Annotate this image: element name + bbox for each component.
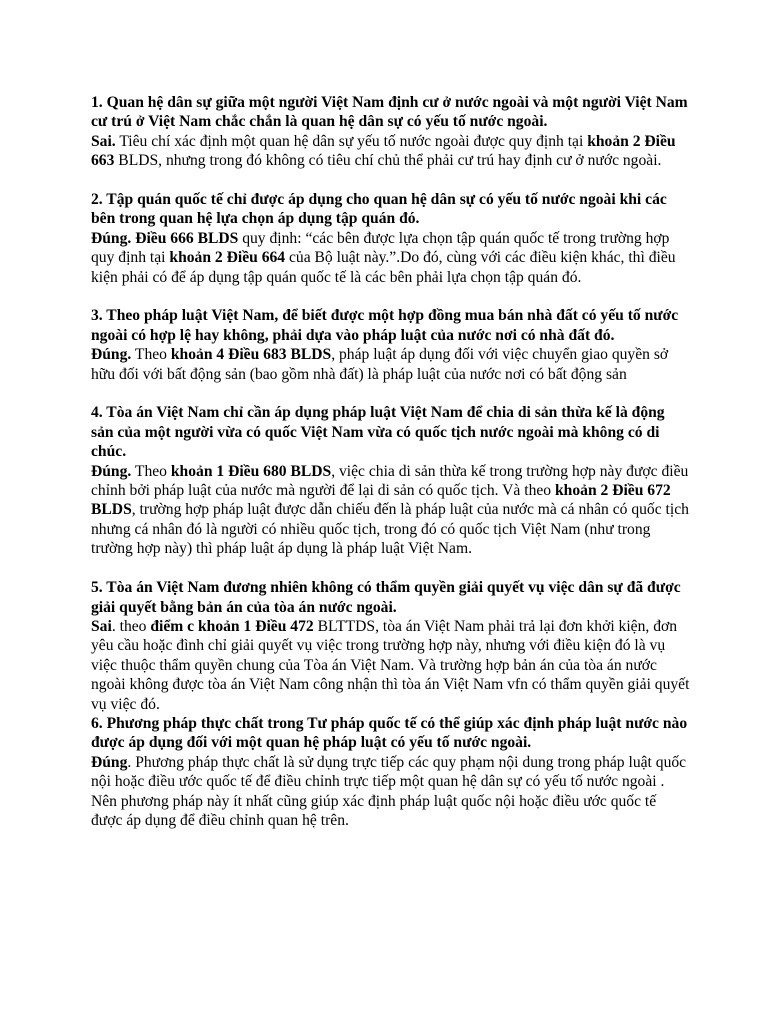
answer-1-verdict: Sai. <box>91 132 116 150</box>
answer-3-verdict: Đúng. <box>91 346 132 364</box>
answer-4-verdict: Đúng. <box>91 462 132 480</box>
answer-1 <box>91 132 691 171</box>
answer-2-text: của Bộ luật này.”.Do đó, cùng với các điều kiện khác, thì điều kiện phải có để áp dụng tập quán quốc tế là các bên phải lựa chọn tập quán đó. <box>91 249 676 286</box>
answer-2-citation: khoản 2 Điều 664 <box>169 249 286 267</box>
question-6: 6. Phương pháp thực chất trong Tư pháp quốc tế có thể giúp xác định pháp luật nước nào được áp dụng đối với một quan hệ pháp luật có yếu tố nước ngoài. <box>91 714 688 752</box>
answer-3-text: , pháp luật áp dụng đối với việc chuyển giao quyền sở hữu đối với bất động sản (bao gồm nhà đất) là pháp luật của nước nơi có bất động sản <box>91 346 669 383</box>
qa-item-6 <box>91 714 691 830</box>
qa-item-2 <box>91 190 691 287</box>
answer-6-verdict: Đúng <box>91 753 128 771</box>
answer-4-text: , việc chia di sản thừa kế trong trường hợp này được điều chỉnh bởi pháp luật của nước mà người để lại di sản có quốc tịch. Và theo <box>91 462 689 500</box>
answer-5-text: BLTTDS, tòa án Việt Nam phải trả lại đơn khởi kiện, đơn yêu cầu hoặc đình chỉ giải quyết vụ việc trong trường hợp này, nhưng với điều kiện đó là vụ việc thuộc thẩm quyền chung của Tòa án Việt Nam. Và trường hợp bản án của tòa án nước ngoài không được tòa án Việt Nam công nhận thì tòa án Việt Nam vfn có thẩm quyền giải quyết vụ việc đó. <box>91 617 690 713</box>
answer-5-verdict: Sai <box>91 617 112 635</box>
question-1: 1. Quan hệ dân sự giữa một người Việt Nam định cư ở nước ngoài và một người Việt Nam cư trú ở Việt Nam chắc chắn là quan hệ dân sự có yếu tố nước ngoài. <box>91 94 688 131</box>
question-4: 4. Tòa án Việt Nam chỉ cần áp dụng pháp luật Việt Nam để chia di sản thừa kế là động sản của một người vừa có quốc Việt Nam vừa có quốc tịch nước ngoài mà không có di chúc. <box>91 404 665 461</box>
answer-3-citation: khoản 4 Điều 683 BLDS <box>170 346 332 364</box>
answer-2-text: quy định: “các bên được lựa chọn tập quán quốc tế trong trường hợp quy định tại <box>91 229 670 267</box>
answer-3 <box>91 345 691 384</box>
answer-1-text: Tiêu chí xác định một quan hệ dân sự yếu tố nước ngoài được quy định tại <box>115 132 588 150</box>
answer-3-text: Theo <box>131 346 171 364</box>
answer-4 <box>91 462 691 559</box>
answer-5-citation: điểm c khoản 1 Điều 472 <box>150 617 314 635</box>
qa-item-1 <box>91 93 691 171</box>
answer-2-verdict: Đúng. Điều 666 BLDS <box>91 229 239 247</box>
answer-5 <box>91 617 691 714</box>
qa-item-5 <box>91 578 691 714</box>
answer-1-text: BLDS, nhưng trong đó không có tiêu chí chủ thể phải cư trú hay định cư ở nước ngoài. <box>114 152 662 170</box>
answer-4-citation: khoản 1 Điều 680 BLDS <box>170 462 332 480</box>
question-5: 5. Tòa án Việt Nam đương nhiên không có thẩm quyền giải quyết vụ việc dân sự đã được giải quyết bằng bản án của tòa án nước ngoài. <box>91 579 681 616</box>
answer-1-citation: khoản 2 Điều 663 <box>91 132 676 170</box>
qa-item-4 <box>91 403 691 558</box>
answer-4-citation: khoản 2 Điều 672 BLDS <box>91 482 671 519</box>
answer-2 <box>91 229 691 287</box>
answer-4-text: Theo <box>131 462 171 480</box>
answer-6-text: . Phương pháp thực chất là sử dụng trực tiếp các quy phạm nội dung trong pháp luật quốc nội hoặc điều ước quốc tế để điều chỉnh trực tiếp một quan hệ dân sự có yếu tố nước ngoài . Nên phương pháp này ít nhất cũng giúp xác định pháp luật quốc nội hoặc điều ước quốc tế được áp dụng để điều chỉnh quan hệ trên. <box>91 753 687 829</box>
answer-5-text: . theo <box>111 617 151 635</box>
qa-item-3 <box>91 306 691 384</box>
question-2: 2. Tập quán quốc tế chỉ được áp dụng cho quan hệ dân sự có yếu tố nước ngoài khi các bên trong quan hệ lựa chọn áp dụng tập quán đó. <box>91 191 667 228</box>
answer-4-text: , trường hợp pháp luật được dẫn chiếu đến là pháp luật của nước mà cá nhân có quốc tịch nhưng cá nhân đó là người có nhiều quốc tịch, trong đó có quốc tịch Việt Nam (như trong trường hợp này) thì pháp luật áp dụng là pháp luật Việt Nam. <box>91 501 689 558</box>
answer-6 <box>91 753 691 831</box>
document-body <box>91 93 691 830</box>
question-3: 3. Theo pháp luật Việt Nam, để biết được một hợp đồng mua bán nhà đất có yếu tố nước ngoài có hợp lệ hay không, phải dựa vào pháp luật của nước nơi có nhà đất đó. <box>91 307 679 344</box>
